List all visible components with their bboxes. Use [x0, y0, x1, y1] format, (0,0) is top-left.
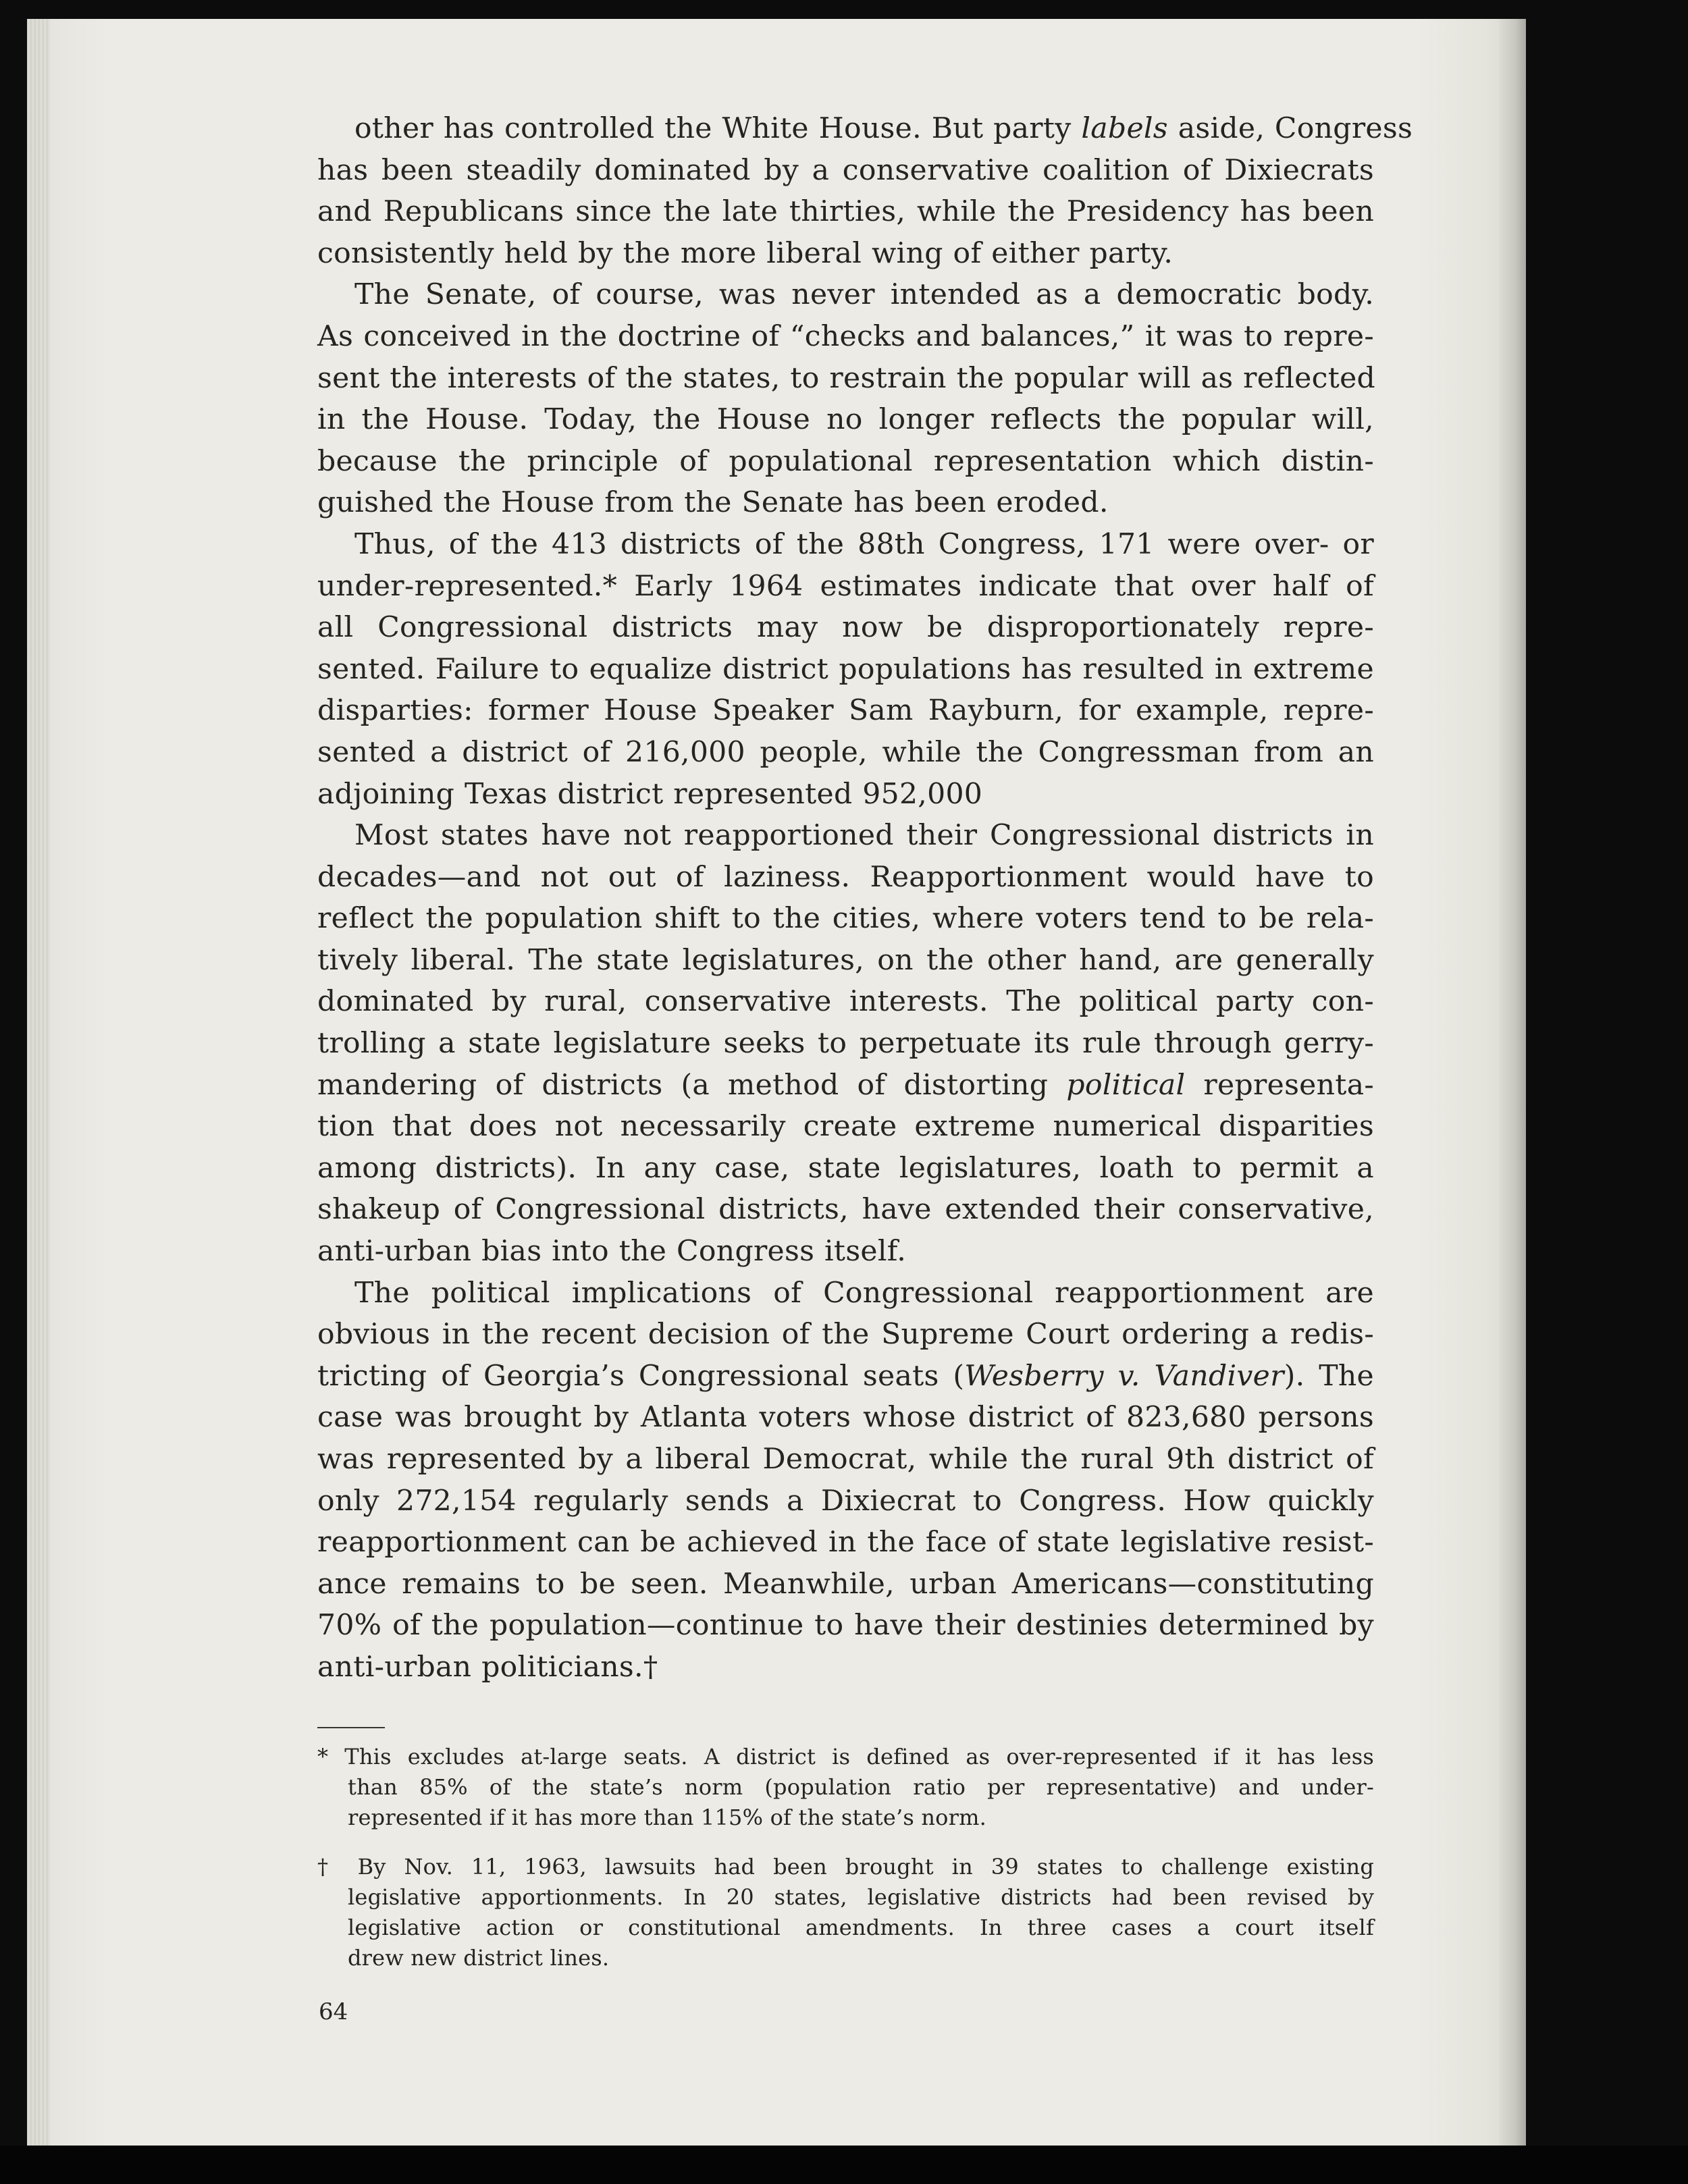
scan-bottom-border [0, 2146, 1688, 2184]
footnote [317, 1852, 1374, 1973]
text-line: sent the interests of the states, to restrain the popular will as reflected [317, 361, 1376, 395]
text-line: consistently held by the more liberal wing of either party. [317, 236, 1173, 270]
text-line: disparties: former House Speaker Sam Rayburn, for example, repre- [317, 694, 1374, 728]
footnote-line: drew new district lines. [348, 1945, 610, 1971]
body-text [317, 108, 1413, 1688]
text-line: decades—and not out of laziness. Reapportionment would have to [317, 860, 1374, 894]
text-line: among districts). In any case, state legislatures, loath to permit a [317, 1151, 1374, 1185]
text-line: under-represented.* Early 1964 estimates indicate that over half of [317, 569, 1374, 603]
text-line: trolling a state legislature seeks to perpetuate its rule through gerry- [317, 1027, 1374, 1061]
text-line: reapportionment can be achieved in the face of state legislative resist- [317, 1526, 1374, 1560]
text-line: The political implications of Congressional reapportionment are [354, 1276, 1374, 1310]
footnote-line: legislative apportionments. In 20 states, legislative districts had been revised by [348, 1884, 1374, 1910]
text-line: tively liberal. The state legislatures, on the other hand, are generally [317, 943, 1374, 977]
text-line: and Republicans since the late thirties, while the Presidency has been [317, 195, 1374, 229]
paragraph [317, 108, 1413, 274]
page-gutter-edge [27, 19, 50, 2146]
text-line: case was brought by Atlanta voters whose district of 823,680 persons [317, 1401, 1374, 1435]
page-number: 64 [319, 1998, 348, 2025]
paragraph [317, 274, 1374, 524]
text-line: Thus, of the 413 districts of the 88th Congress, 171 were over- or [354, 527, 1374, 561]
footnote-line: † By Nov. 11, 1963, lawsuits had been brought in 39 states to challenge existing [317, 1854, 1374, 1880]
italic-text: labels [1081, 112, 1168, 145]
text-line: As conceived in the doctrine of “checks and balances,” it was to repre- [317, 319, 1374, 353]
footnote-line: legislative action or constitutional amendments. In three cases a court itself [348, 1915, 1374, 1940]
text-line: because the principle of populational representation which distin- [317, 444, 1374, 478]
footnote-line: than 85% of the state’s norm (population ratio per representative) and under- [348, 1774, 1374, 1800]
text-line: only 272,154 regularly sends a Dixiecrat to Congress. How quickly [317, 1484, 1374, 1518]
italic-text: political [1066, 1068, 1186, 1102]
text-line: has been steadily dominated by a conservative coalition of Dixiecrats [317, 153, 1374, 187]
text-line: shakeup of Congressional districts, have extended their conservative, [317, 1193, 1374, 1227]
text-line: 70% of the population—continue to have their destinies determined by [317, 1609, 1374, 1643]
text-line: sented. Failure to equalize district populations has resulted in extreme [317, 652, 1374, 686]
text-line: was represented by a liberal Democrat, while the rural 9th district of [317, 1443, 1374, 1476]
text-line: sented a district of 216,000 people, while the Congressman from an [317, 735, 1374, 769]
italic-text: Wesberry v. Vandiver [964, 1359, 1284, 1393]
page-outer-edge [1499, 19, 1526, 2146]
footnote-line: * This excludes at-large seats. A district is defined as over-represented if it has less [317, 1744, 1374, 1769]
text-line: The Senate, of course, was never intended as a democratic body. [354, 278, 1374, 312]
paragraph [317, 524, 1374, 815]
text-line: anti-urban bias into the Congress itself. [317, 1235, 907, 1269]
text-line: ance remains to be seen. Meanwhile, urban Americans—constituting [317, 1567, 1374, 1601]
text-line: dominated by rural, conservative interests. The political party con- [317, 985, 1374, 1019]
text-line: mandering of districts (a method of distorting political representa- [317, 1068, 1374, 1102]
text-line: guished the House from the Senate has been eroded. [317, 486, 1109, 520]
text-line: in the House. Today, the House no longer reflects the popular will, [317, 403, 1374, 437]
footnote-divider [317, 1727, 385, 1728]
text-line: anti-urban politicians.† [317, 1650, 658, 1684]
text-line: all Congressional districts may now be disproportionately repre- [317, 611, 1374, 645]
footnote-line: represented if it has more than 115% of the state’s norm. [348, 1805, 987, 1830]
text-line: tricting of Georgia’s Congressional seats (Wesberry v. Vandiver). The [317, 1359, 1375, 1393]
paragraph [317, 1273, 1374, 1688]
text-line: Most states have not reapportioned their Congressional districts in [354, 819, 1374, 853]
footnotes [317, 1742, 1374, 1992]
footnote [317, 1742, 1374, 1833]
text-line: reflect the population shift to the cities, where voters tend to be rela- [317, 902, 1374, 936]
paragraph [317, 815, 1374, 1273]
text-line: tion that does not necessarily create extreme numerical disparities [317, 1110, 1374, 1144]
text-line: obvious in the recent decision of the Supreme Court ordering a redis- [317, 1318, 1374, 1352]
text-line: adjoining Texas district represented 952,000 [317, 777, 983, 811]
text-line: other has controlled the White House. But party labels aside, Congress [354, 112, 1413, 145]
